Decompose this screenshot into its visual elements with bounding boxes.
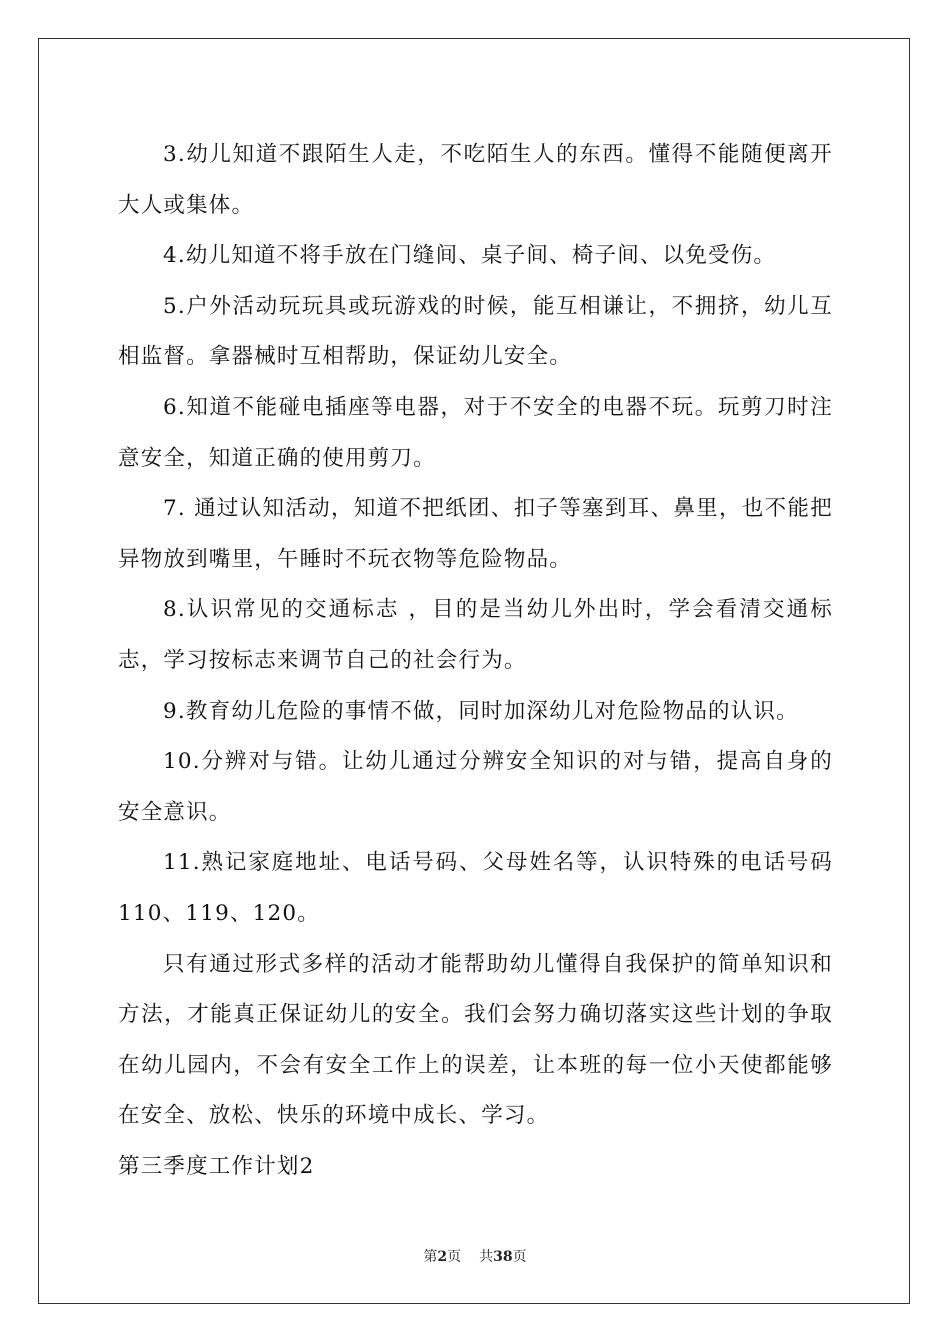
page-number: 2 [437,1249,448,1265]
paragraph-item-5: 5.户外活动玩玩具或玩游戏的时候，能互相谦让，不拥挤，幼儿互相监督。拿器械时互相帮助，保证幼儿安全。 [118,293,833,370]
page-suffix: 页 [447,1249,462,1265]
document-body [118,130,833,1192]
paragraph-item-9: 9.教育幼儿危险的事情不做，同时加深幼儿对危险物品的认识。 [163,698,799,724]
paragraph-item-7: 7. 通过认知活动，知道不把纸团、扣子等塞到耳、鼻里，也不能把异物放到嘴里，午睡时不玩衣物等危险物品。 [118,496,833,572]
paragraph-item-3: 3.幼儿知道不跟陌生人走，不吃陌生人的东西。懂得不能随便离开大人或集体。 [118,142,833,218]
total-prefix: 共 [479,1249,494,1265]
paragraph-item-8: 8.认识常见的交通标志 ，目的是当幼儿外出时，学会看清交通标志，学习按标志来调节自己的社会行为。 [118,597,833,673]
paragraph-conclusion: 只有通过形式多样的活动才能帮助幼儿懂得自我保护的简单知识和方法，才能真正保证幼儿的安全。我们会努力确切落实这些计划的争取在幼儿园内，不会有安全工作上的误差，让本班的每一位小天使都能够在安全、放松、快乐的环境中成长、学习。 [118,951,833,1129]
page-prefix: 第 [423,1249,438,1265]
paragraph-item-6: 6.知道不能碰电插座等电器，对于不安全的电器不玩。玩剪刀时注意安全，知道正确的使用剪刀。 [118,394,833,471]
paragraph-item-4: 4.幼儿知道不将手放在门缝间、桌子间、椅子间、以免受伤。 [163,243,777,269]
paragraph-item-11: 11.熟记家庭地址、电话号码、父母姓名等，认识特殊的电话号码110、119、120。 [118,850,833,926]
total-pages: 38 [493,1249,513,1265]
paragraph-item-10: 10.分辨对与错。让幼儿通过分辨安全知识的对与错，提高自身的安全意识。 [118,749,833,825]
section-heading: 第三季度工作计划2 [118,1153,315,1179]
total-suffix: 页 [512,1249,527,1265]
page-footer [0,1246,950,1266]
